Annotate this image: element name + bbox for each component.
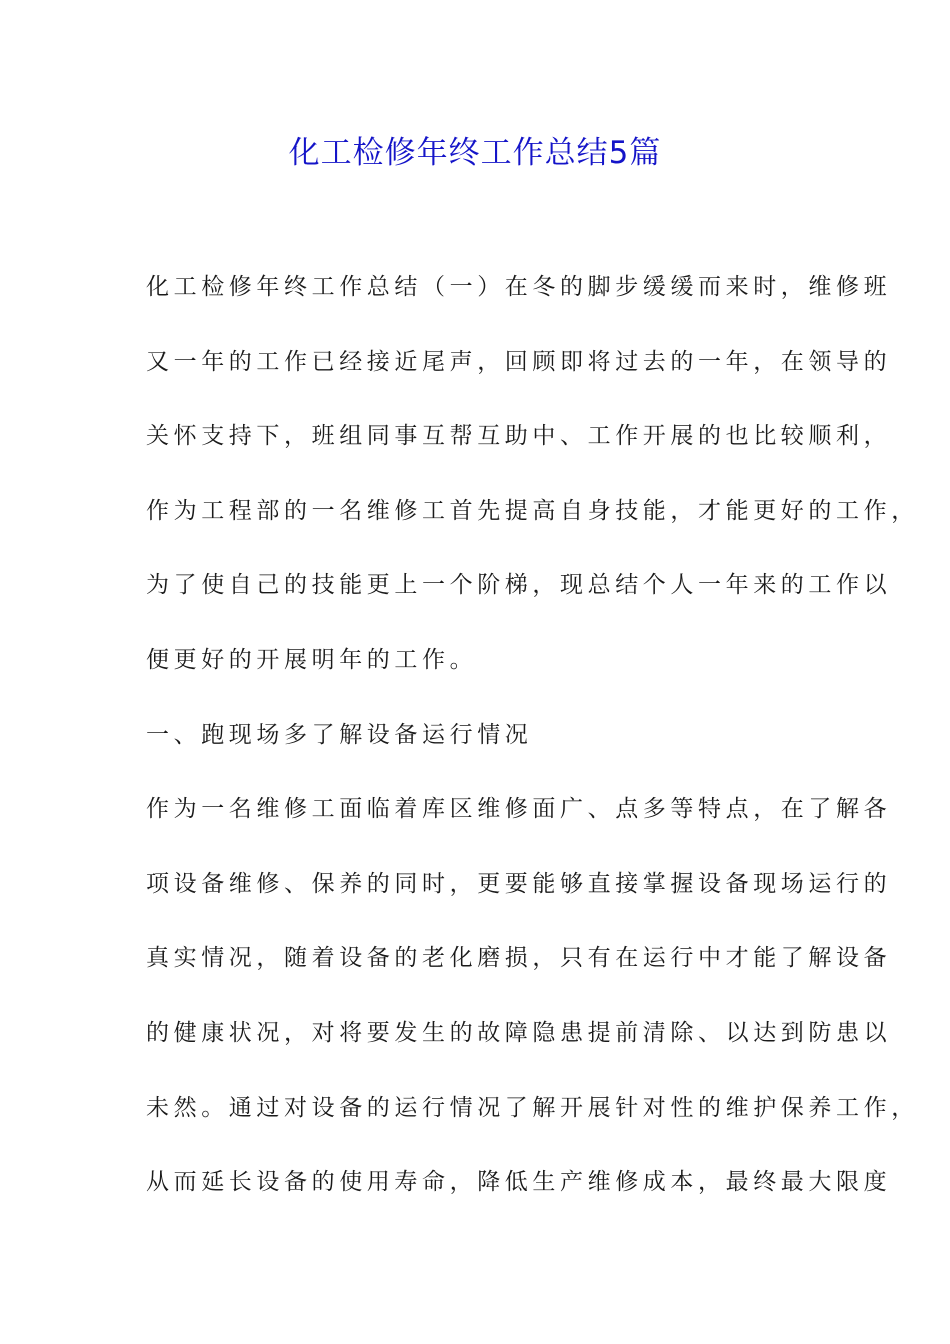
paragraph-line: 未然。通过对设备的运行情况了解开展针对性的维护保养工作， <box>146 1094 919 1121</box>
paragraph-line: 的健康状况，对将要发生的故障隐患提前清除、以达到防患以 <box>146 1019 892 1046</box>
paragraph-line: 作为工程部的一名维修工首先提高自身技能，才能更好的工作， <box>146 497 919 524</box>
paragraph-line: 为了使自己的技能更上一个阶梯，现总结个人一年来的工作以 <box>146 572 892 599</box>
paragraph-line: 作为一名维修工面临着库区维修面广、点多等特点，在了解各 <box>146 796 892 823</box>
document-title: 化工检修年终工作总结5篇 <box>288 135 662 171</box>
document-body <box>146 264 919 1234</box>
paragraph-line: 关怀支持下，班组同事互帮互助中、工作开展的也比较顺利， <box>146 423 892 450</box>
paragraph-line: 又一年的工作已经接近尾声，回顾即将过去的一年，在领导的 <box>146 348 892 375</box>
paragraph-line: 项设备维修、保养的同时，更要能够直接掌握设备现场运行的 <box>146 870 892 897</box>
paragraph-line: 化工检修年终工作总结（一）在冬的脚步缓缓而来时，维修班 <box>146 274 892 300</box>
paragraph-line: 真实情况，随着设备的老化磨损，只有在运行中才能了解设备 <box>146 945 892 972</box>
paragraph-line: 便更好的开展明年的工作。 <box>146 646 478 673</box>
paragraph-line: 从而延长设备的使用寿命，降低生产维修成本，最终最大限度 <box>146 1169 892 1196</box>
section-heading: 一、跑现场多了解设备运行情况 <box>146 721 533 748</box>
